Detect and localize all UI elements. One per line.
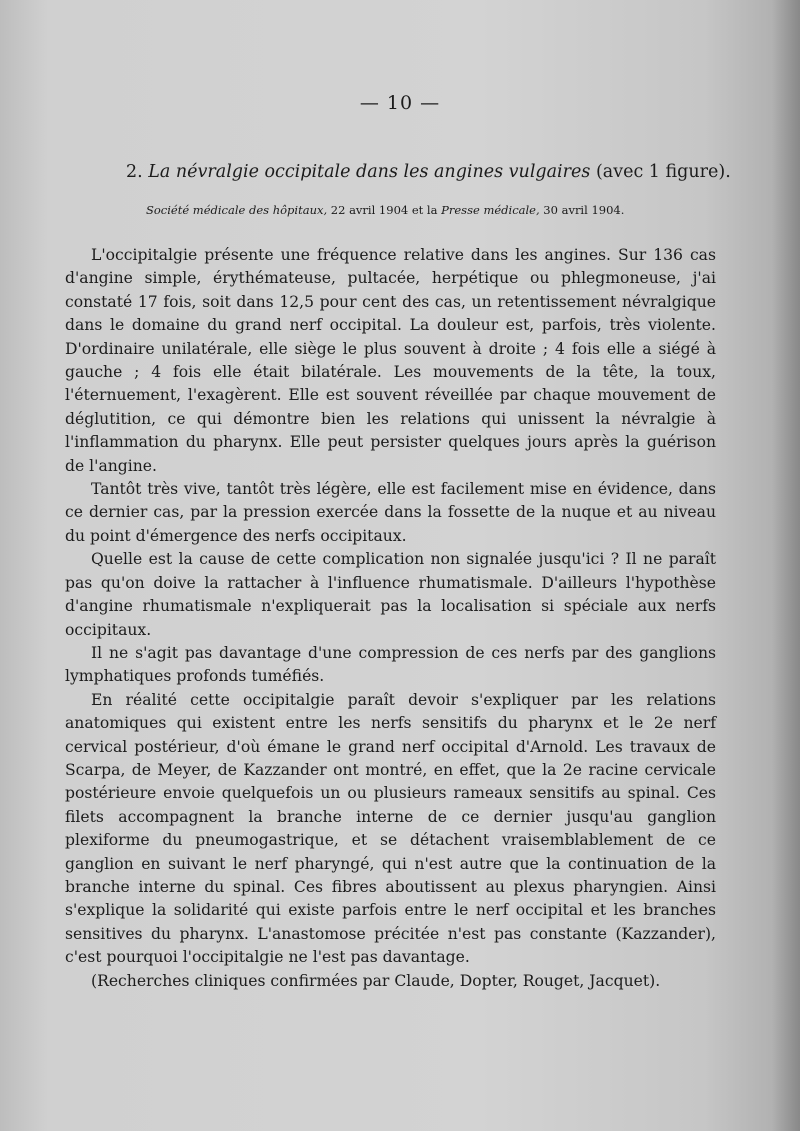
section-number: 2. [126, 162, 143, 182]
paragraph: En réalité cette occipitalgie paraît devoir s'expliquer par les relations anatomiques qui existent entre les nerfs sensitifs du pharynx et le 2e nerf cervical postérieur, d'où émane le grand nerf occipital d'Arnold. Les travaux de Scarpa, de Meyer, de Kazzander ont montré, en effet, que la 2e racine cervicale postérieure envoie quelquefois un ou plusieurs rameaux sensitifs au spinal. Ces filets accompagnent la branche interne de ce dernier jusqu'au ganglion plexiforme du pneumogastrique, et se détachent vraisemblablement de ce ganglion en suivant le nerf pharyngé, qui n'est autre que la continuation de la branche interne du spinal. Ces fibres aboutissent au plexus pharyngien. Ainsi s'explique la solidarité qui existe parfois entre le nerf occipital et les branches sensitives du pharynx. L'anastomose précitée n'est pas constante (Kazzander), c'est pourquoi l'occipitalgie ne l'est pas davantage. [65, 690, 716, 967]
paragraph: (Recherches cliniques confirmées par Claude, Dopter, Rouget, Jacquet). [91, 971, 661, 990]
reference-date-1: 22 avril 1904 et la [330, 203, 438, 217]
publication-reference [146, 200, 686, 220]
section-title-text: La névralgie occipitale dans les angines vulgaires [148, 162, 591, 182]
paragraph: Tantôt très vive, tantôt très légère, elle est facilement mise en évidence, dans ce dernier cas, par la pression exercée dans la fossette de la nuque et au niveau du point d'émergence des nerfs occipitaux. [65, 480, 716, 545]
paragraph: L'occipitalgie présente une fréquence relative dans les angines. Sur 136 cas d'angine simple, érythémateuse, pultacée, herpétique ou phlegmoneuse, j'ai constaté 17 fois, soit dans 12,5 pour cent des cas, un retentissement névralgique dans le domaine du grand nerf occipital. La douleur est, parfois, très violente. D'ordinaire unilatérale, elle siège le plus souvent à droite ; 4 fois elle a siégé à gauche ; 4 fois elle était bilatérale. Les mouvements de la tête, la toux, l'éternuement, l'exagèrent. Elle est souvent réveillée par chaque mouvement de déglutition, ce qui démontre bien les relations qui unissent la névralgie à l'inflammation du pharynx. Elle peut persister quelques jours après la guérison de l'angine. [65, 246, 716, 475]
section-title [126, 160, 731, 184]
paragraph: Quelle est la cause de cette complication non signalée jusqu'ici ? Il ne paraît pas qu'on doive la rattacher à l'influence rhumatismale. D'ailleurs l'hypothèse d'angine rhumatismale n'expliquerait pas la localisation si spéciale aux nerfs occipitaux. [65, 550, 716, 639]
page-edge-shadow [772, 0, 800, 1131]
reference-society: Société médicale des hôpitaux, [146, 203, 328, 217]
section-note: (avec 1 figure). [595, 162, 731, 182]
reference-date-2: 30 avril 1904. [543, 203, 625, 217]
paragraph: Il ne s'agit pas davantage d'une compression de ces nerfs par des ganglions lymphatiques profonds tuméfiés. [65, 643, 716, 686]
page-number: — 10 — [359, 92, 441, 114]
reference-journal: Presse médicale, [441, 203, 540, 217]
body-text [65, 244, 716, 993]
